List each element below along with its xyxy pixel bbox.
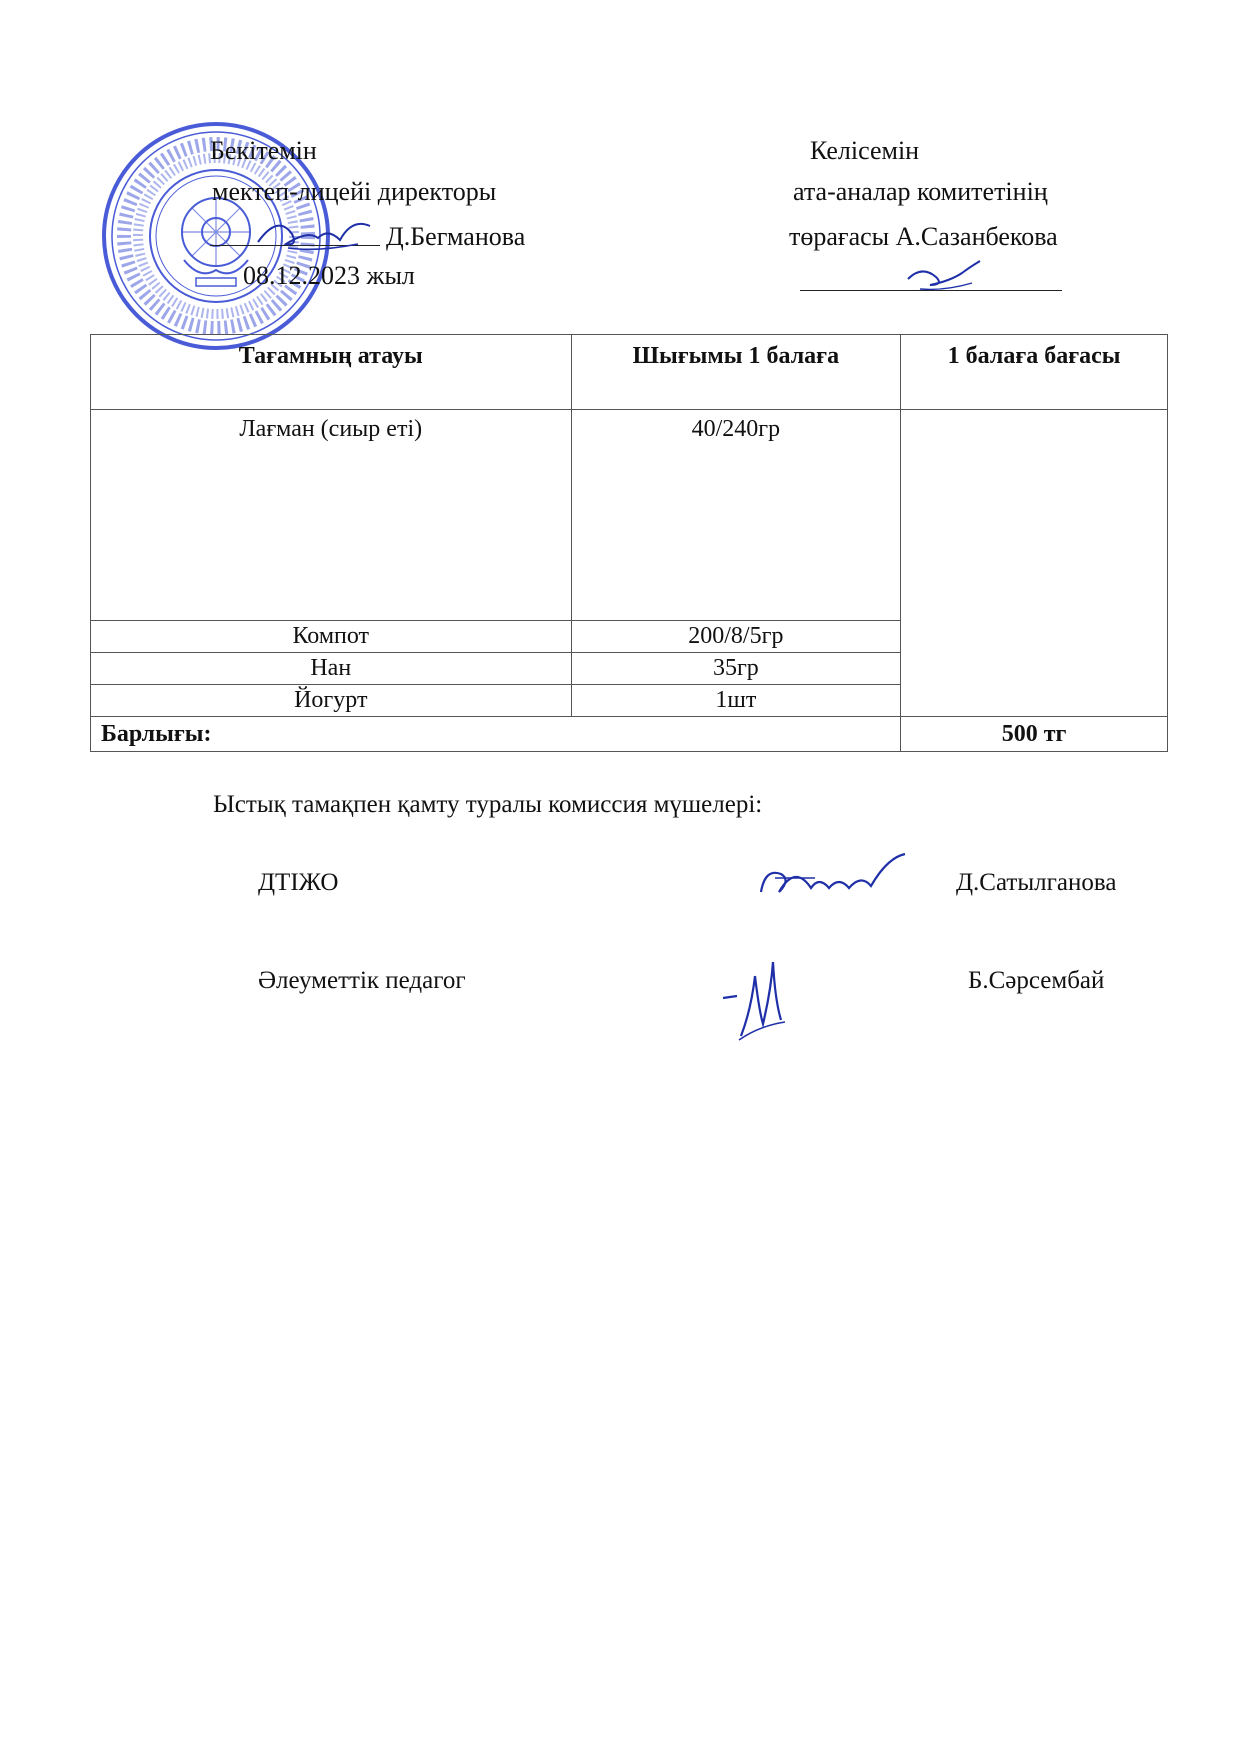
table-total-row [91,717,1168,752]
approval-right-position: ата-аналар комитетінің [793,177,1048,206]
approval-left-date: 08.12.2023 жыл [243,261,415,290]
dish-yield-cell: 1шт [571,685,901,717]
approval-right-title: Келісемін [810,136,920,165]
total-label: Барлығы: [91,717,901,752]
menu-table [90,334,1168,752]
dish-name-cell: Компот [91,621,572,653]
header-price: 1 балаға бағасы [901,335,1168,410]
approval-right-name: төрағасы А.Сазанбекова [789,222,1058,251]
table-row [91,410,1168,621]
dish-name-cell: Лағман (сиыр еті) [91,410,572,621]
commission-heading: Ыстық тамақпен қамту туралы комиссия мүшелері: [213,791,763,818]
header-yield: Шығымы 1 балаға [571,335,901,410]
commission-member-name: Б.Сәрсембай [968,967,1105,994]
commission-member-name: Д.Сатылганова [956,869,1117,896]
dish-yield-cell: 35гр [571,653,901,685]
dish-name-cell: Нан [91,653,572,685]
dish-name-cell: Йогурт [91,685,572,717]
member-signature-icon [715,950,795,1046]
commission-member-role: ДТІЖО [258,869,339,896]
header-dish-name: Тағамның атауы [91,335,572,410]
director-signature-icon [248,208,378,254]
approval-left-name: Д.Бегманова [386,222,526,251]
table-header-row [91,335,1168,410]
dish-yield-cell: 40/240гр [571,410,901,621]
member-signature-icon [755,848,915,908]
approval-left-title: Бекітемін [210,136,317,165]
commission-member-role: Әлеуметтік педагог [258,967,466,994]
approval-left-position: мектеп-лицейі директоры [212,177,497,206]
dish-yield-cell: 200/8/5гр [571,621,901,653]
committee-signature-icon [900,255,990,295]
approval-right-signature-line [800,290,1062,291]
price-cell-empty [901,410,1168,717]
total-value: 500 тг [901,717,1168,752]
